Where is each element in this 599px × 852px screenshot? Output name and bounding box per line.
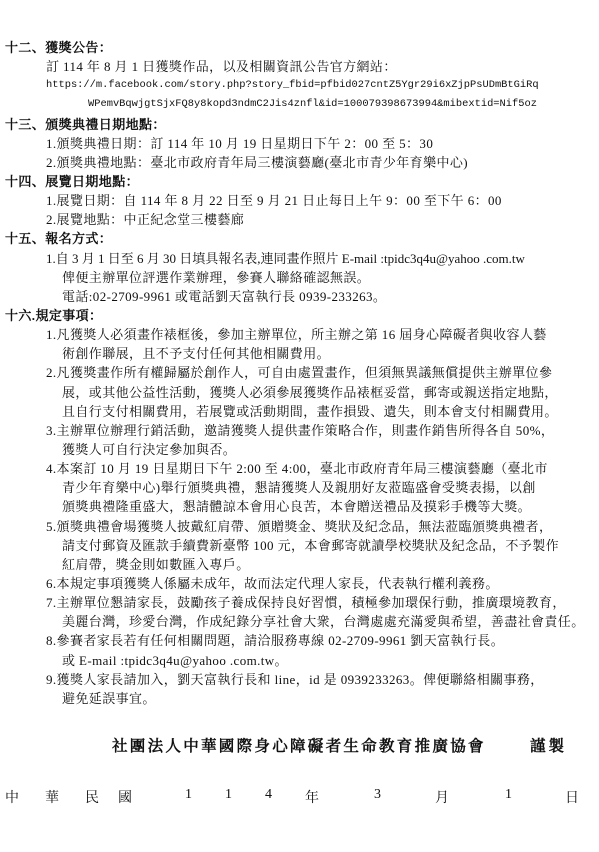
date-char: 民 [85,791,99,806]
facebook-url-line[interactable]: https://m.facebook.com/story.php?story_fbid=pfbid027cntZ5Ygr29i6xZjpPsUDmBtGiRq [46,79,539,92]
list-item-continuation: 術創作聯展，且不予支付任何其他相關費用。 [62,346,331,362]
date-char: 月 [435,791,449,806]
list-item: 4.本案訂 10 月 19 日星期日下午 2:00 至 4:00，臺北市政府青年局三樓演藝廳（臺北市 [46,461,548,477]
document-body [0,38,599,708]
list-item-continuation: 且自行支付相關費用，若展覽或活動期間，畫作損毀、遺失，則本會支付相關費用。 [62,403,558,419]
list-item-continuation: 頒獎典禮隆重盛大，懇請體諒本會用心良苦，本會贈送禮品及摸彩手機等大獎。 [62,499,532,515]
section-heading-exhibition: 十四、展覽日期地點： [5,173,140,189]
date-char: 國 [118,791,132,806]
list-item: 2.展覽地點：中正紀念堂三樓藝廊 [46,212,245,228]
list-item-continuation: 美麗台灣，珍愛台灣，作成紀錄分享社會大衆，台灣處處充滿愛與希望，善盡社會責任。 [62,614,585,630]
date-char: 1 [225,787,232,802]
list-item: 2.頒獎典禮地點：臺北市政府青年局三樓演藝廳(臺北市青少年育樂中心) [46,154,469,170]
section-heading-award-announcement: 十二、獲獎公告： [5,40,113,55]
text-line: 訂 114 年 8 月 1 日獲獎作品，以及相關資訊公告官方網站： [46,59,397,75]
date-char: 日 [565,791,579,806]
list-item: 9.獲獎人家長請加入，劉天富執行長和 line，id 是 0939233263。俾便聯絡相關事務， [46,671,544,687]
list-item: 6.本規定事項獲獎人係屬未成年，故而法定代理人家長，代表執行權利義務。 [46,575,499,591]
list-item: 1.自 3 月 1 日至 6 月 30 日填具報名表,連同畫作照片 E-mail :tpidc3q4u@yahoo .com.tw [46,250,525,266]
section-heading-ceremony: 十三、頒獎典禮日期地點： [5,116,166,132]
list-item-continuation: 獲獎人可自行決定參加與否。 [62,441,237,457]
date-char: 1 [185,787,192,802]
section-heading-rules: 十六.規定事項： [5,307,103,323]
section-heading-registration: 十五、報名方式： [5,231,113,247]
list-item-continuation: 俾便主辦單位評選作業辦理，參賽人聯絡確認無誤。 [62,269,371,285]
list-item: 1.頒獎典禮日期：訂 114 年 10 月 19 日星期日下午 2：00 至 5：30 [46,135,434,151]
list-item: 2.凡獲獎畫作所有權歸屬於創作人，可自由處置畫作，但須無異議無償提供主辦單位參 [46,365,553,381]
date-char: 華 [45,791,59,806]
document-date [0,787,599,809]
date-char: 中 [5,791,19,806]
organization-name: 社團法人中華國際身心障礙者生命教育推廣協會 [112,738,486,755]
list-item-continuation: 避免延誤事宜。 [62,690,156,706]
date-char: 1 [505,787,512,802]
facebook-url-continuation[interactable]: WPemvBqwjgtSjxFQ8y8kopd3ndmC2Jis4znfl&id=100079398673994&mibextid=Nif5oz [88,98,537,111]
date-char: 3 [374,787,381,802]
list-item-continuation: 青少年育樂中心)舉行頒獎典禮，懇請獲獎人及親朋好友蒞臨盛會受獎表揚，以創 [62,480,536,496]
list-item: 3.主辦單位辦理行銷活動，邀請獲獎人提供畫作策略合作，則畫作銷售所得各自 50%， [46,422,555,438]
list-item: 5.頒獎典禮會場獲獎人披戴紅肩帶、頒贈獎金、獎狀及紀念品，無法蒞臨頒獎典禮者， [46,518,553,534]
list-item-continuation: 電話:02-2709-9961 或電話劉天富執行長 0939-233263。 [62,288,387,304]
list-item: 1.凡獲獎人必須畫作裱框後，參加主辦單位，所主辦之第 16 屆身心障礙者與收容人藝 [46,327,547,343]
signature-line [0,734,599,756]
list-item-continuation: 或 E-mail :tpidc3q4u@yahoo .com.tw。 [62,652,288,668]
list-item: 1.展覽日期：自 114 年 8 月 22 日至 9 月 21 日止每日上午 9：00 至下午 6：00 [46,193,502,209]
date-char: 年 [305,791,319,806]
list-item-continuation: 紅肩帶，獎金則如數匯入專戶。 [62,556,250,572]
list-item-continuation: 展，或其他公益性活動，獲獎人必須參展獲獎作品裱框妥當，郵寄或親送指定地點， [62,384,558,400]
date-char: 4 [265,787,272,802]
signature-suffix: 謹製 [530,738,568,755]
list-item-continuation: 請支付郵資及匯款手續費新臺幣 100 元，本會郵寄就讀學校獎狀及紀念品，不予製作 [62,537,560,553]
list-item: 8.參賽者家長若有任何相關問題，請洽服務專線 02-2709-9961 劉天富執行長。 [46,633,505,649]
list-item: 7.主辦單位懇請家長，鼓勵孩子養成保持良好習慣，積極參加環保行動，推廣環境教育， [46,595,566,611]
